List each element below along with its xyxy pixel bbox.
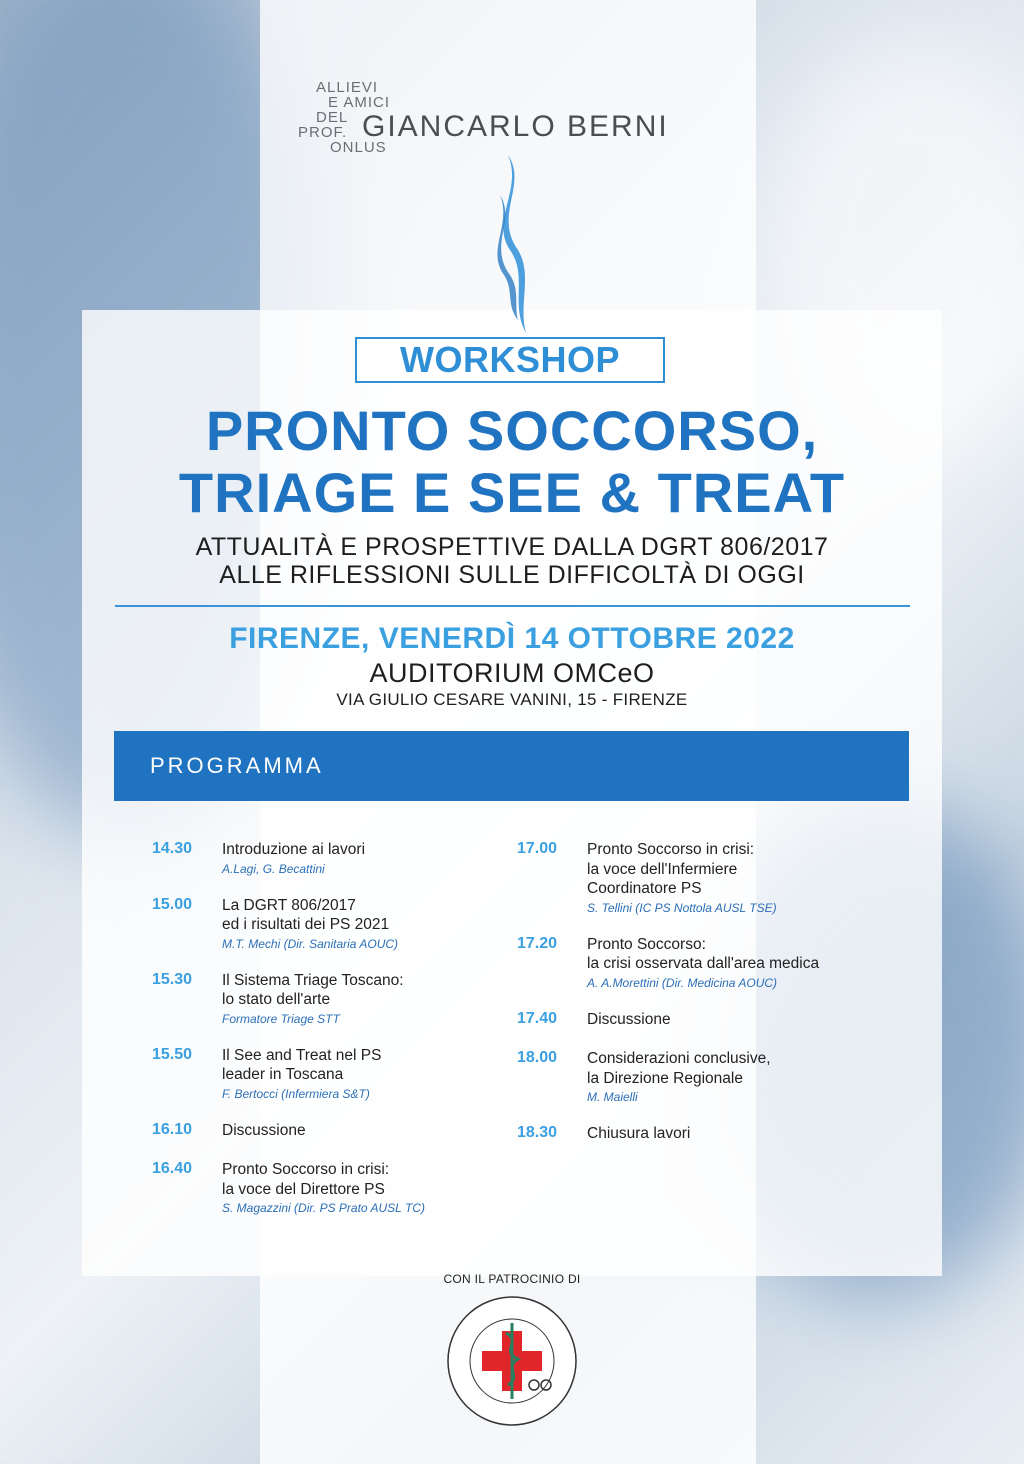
programme-topic: Pronto Soccorso in crisi: <box>587 841 755 858</box>
logo-name: GIANCARLO BERNI <box>362 110 669 143</box>
event-address: VIA GIULIO CESARE VANINI, 15 - FIRENZE <box>336 690 688 709</box>
programme-item <box>152 840 502 878</box>
logo-line: DEL <box>316 109 349 126</box>
programma-header <box>114 731 909 801</box>
flame-icon <box>488 155 538 333</box>
medical-order-seal-icon <box>444 1293 580 1429</box>
programme-column-left <box>152 840 502 1235</box>
programme-item <box>152 896 502 953</box>
patronage-label: CON IL PATROCINIO DI <box>443 1272 581 1286</box>
programme-topic: Pronto Soccorso in crisi: <box>222 1161 390 1178</box>
programme-item <box>152 1121 502 1141</box>
workshop-badge: WORKSHOP <box>355 337 665 383</box>
logo-line: E AMICI <box>328 94 391 111</box>
programme-item <box>517 840 857 917</box>
programme-time: 18.00 <box>517 1049 558 1066</box>
event-subtitle-line2: ALLE RIFLESSIONI SULLE DIFFICOLTÀ DI OGGI <box>219 561 805 589</box>
programme-speaker: A.Lagi, G. Becattini <box>222 861 325 876</box>
programme-item <box>152 1046 502 1103</box>
programme-time: 17.00 <box>517 840 558 857</box>
event-date: FIRENZE, VENERDÌ 14 OTTOBRE 2022 <box>229 622 795 655</box>
programme-speaker: F. Bertocci (Infermiera S&T) <box>222 1086 370 1101</box>
programme-time: 15.30 <box>152 970 193 988</box>
event-title-line2: TRIAGE E SEE & TREAT <box>178 461 846 524</box>
event-subtitle-line1: ATTUALITÀ E PROSPETTIVE DALLA DGRT 806/2017 <box>195 533 829 561</box>
programme-time: 16.40 <box>152 1160 193 1177</box>
programme-topic: Il Sistema Triage Toscano: <box>222 971 404 989</box>
programme-column-right <box>517 840 857 1164</box>
programme-topic: la voce del Direttore PS <box>222 1180 385 1198</box>
programme-topic: Considerazioni conclusive, <box>587 1050 771 1067</box>
programme-topic: la voce dell'Infermiere <box>587 860 738 878</box>
programme-item <box>517 1010 857 1030</box>
programme-topic: Chiusura lavori <box>587 1125 691 1142</box>
programme-item <box>517 935 857 992</box>
association-logo <box>298 80 738 160</box>
programme-speaker: Formatore Triage STT <box>222 1011 340 1026</box>
programme-topic: Il See and Treat nel PS <box>222 1046 382 1064</box>
programme-topic: la crisi osservata dall'area medica <box>587 955 820 972</box>
programme-time: 15.50 <box>152 1045 193 1063</box>
logo-line: PROF. <box>298 124 348 141</box>
programme-topic: ed i risultati dei PS 2021 <box>222 916 390 933</box>
programme-speaker: S. Tellini (IC PS Nottola AUSL TSE) <box>587 900 777 915</box>
programme-item <box>152 971 502 1028</box>
programme-time: 14.30 <box>152 840 193 857</box>
programme-topic: Discussione <box>587 1010 671 1028</box>
programme-speaker: S. Magazzini (Dir. PS Prato AUSL TC) <box>222 1201 425 1215</box>
event-title-line1: PRONTO SOCCORSO, <box>205 399 819 462</box>
programme-item <box>152 1160 502 1217</box>
programme-topic: lo stato dell'arte <box>222 991 331 1008</box>
logo-line: ALLIEVI <box>316 79 379 96</box>
programme-topic: Discussione <box>222 1121 306 1139</box>
programme-time: 15.00 <box>152 895 193 913</box>
programme-item <box>517 1124 857 1144</box>
programme-topic: la Direzione Regionale <box>587 1069 743 1087</box>
programme-time: 17.20 <box>517 934 558 952</box>
programme-topic: Coordinatore PS <box>587 880 702 897</box>
programme-topic: leader in Toscana <box>222 1066 344 1083</box>
programme-topic: Pronto Soccorso: <box>587 935 706 953</box>
programme-topic: Introduzione ai lavori <box>222 841 366 858</box>
event-venue: AUDITORIUM OMCeO <box>369 658 655 688</box>
logo-line: ONLUS <box>330 139 387 156</box>
programme-topic: La DGRT 806/2017 <box>222 896 356 914</box>
programme-time: 18.30 <box>517 1124 558 1141</box>
programme-speaker: M. Maielli <box>587 1090 638 1104</box>
divider <box>115 605 910 607</box>
programme-item <box>517 1049 857 1106</box>
programma-label: PROGRAMMA <box>150 753 324 778</box>
programme-time: 17.40 <box>517 1009 558 1027</box>
programme-speaker: M.T. Mechi (Dir. Sanitaria AOUC) <box>222 936 399 951</box>
programme-speaker: A. A.Morettini (Dir. Medicina AOUC) <box>587 975 778 990</box>
programme-time: 16.10 <box>152 1120 193 1138</box>
